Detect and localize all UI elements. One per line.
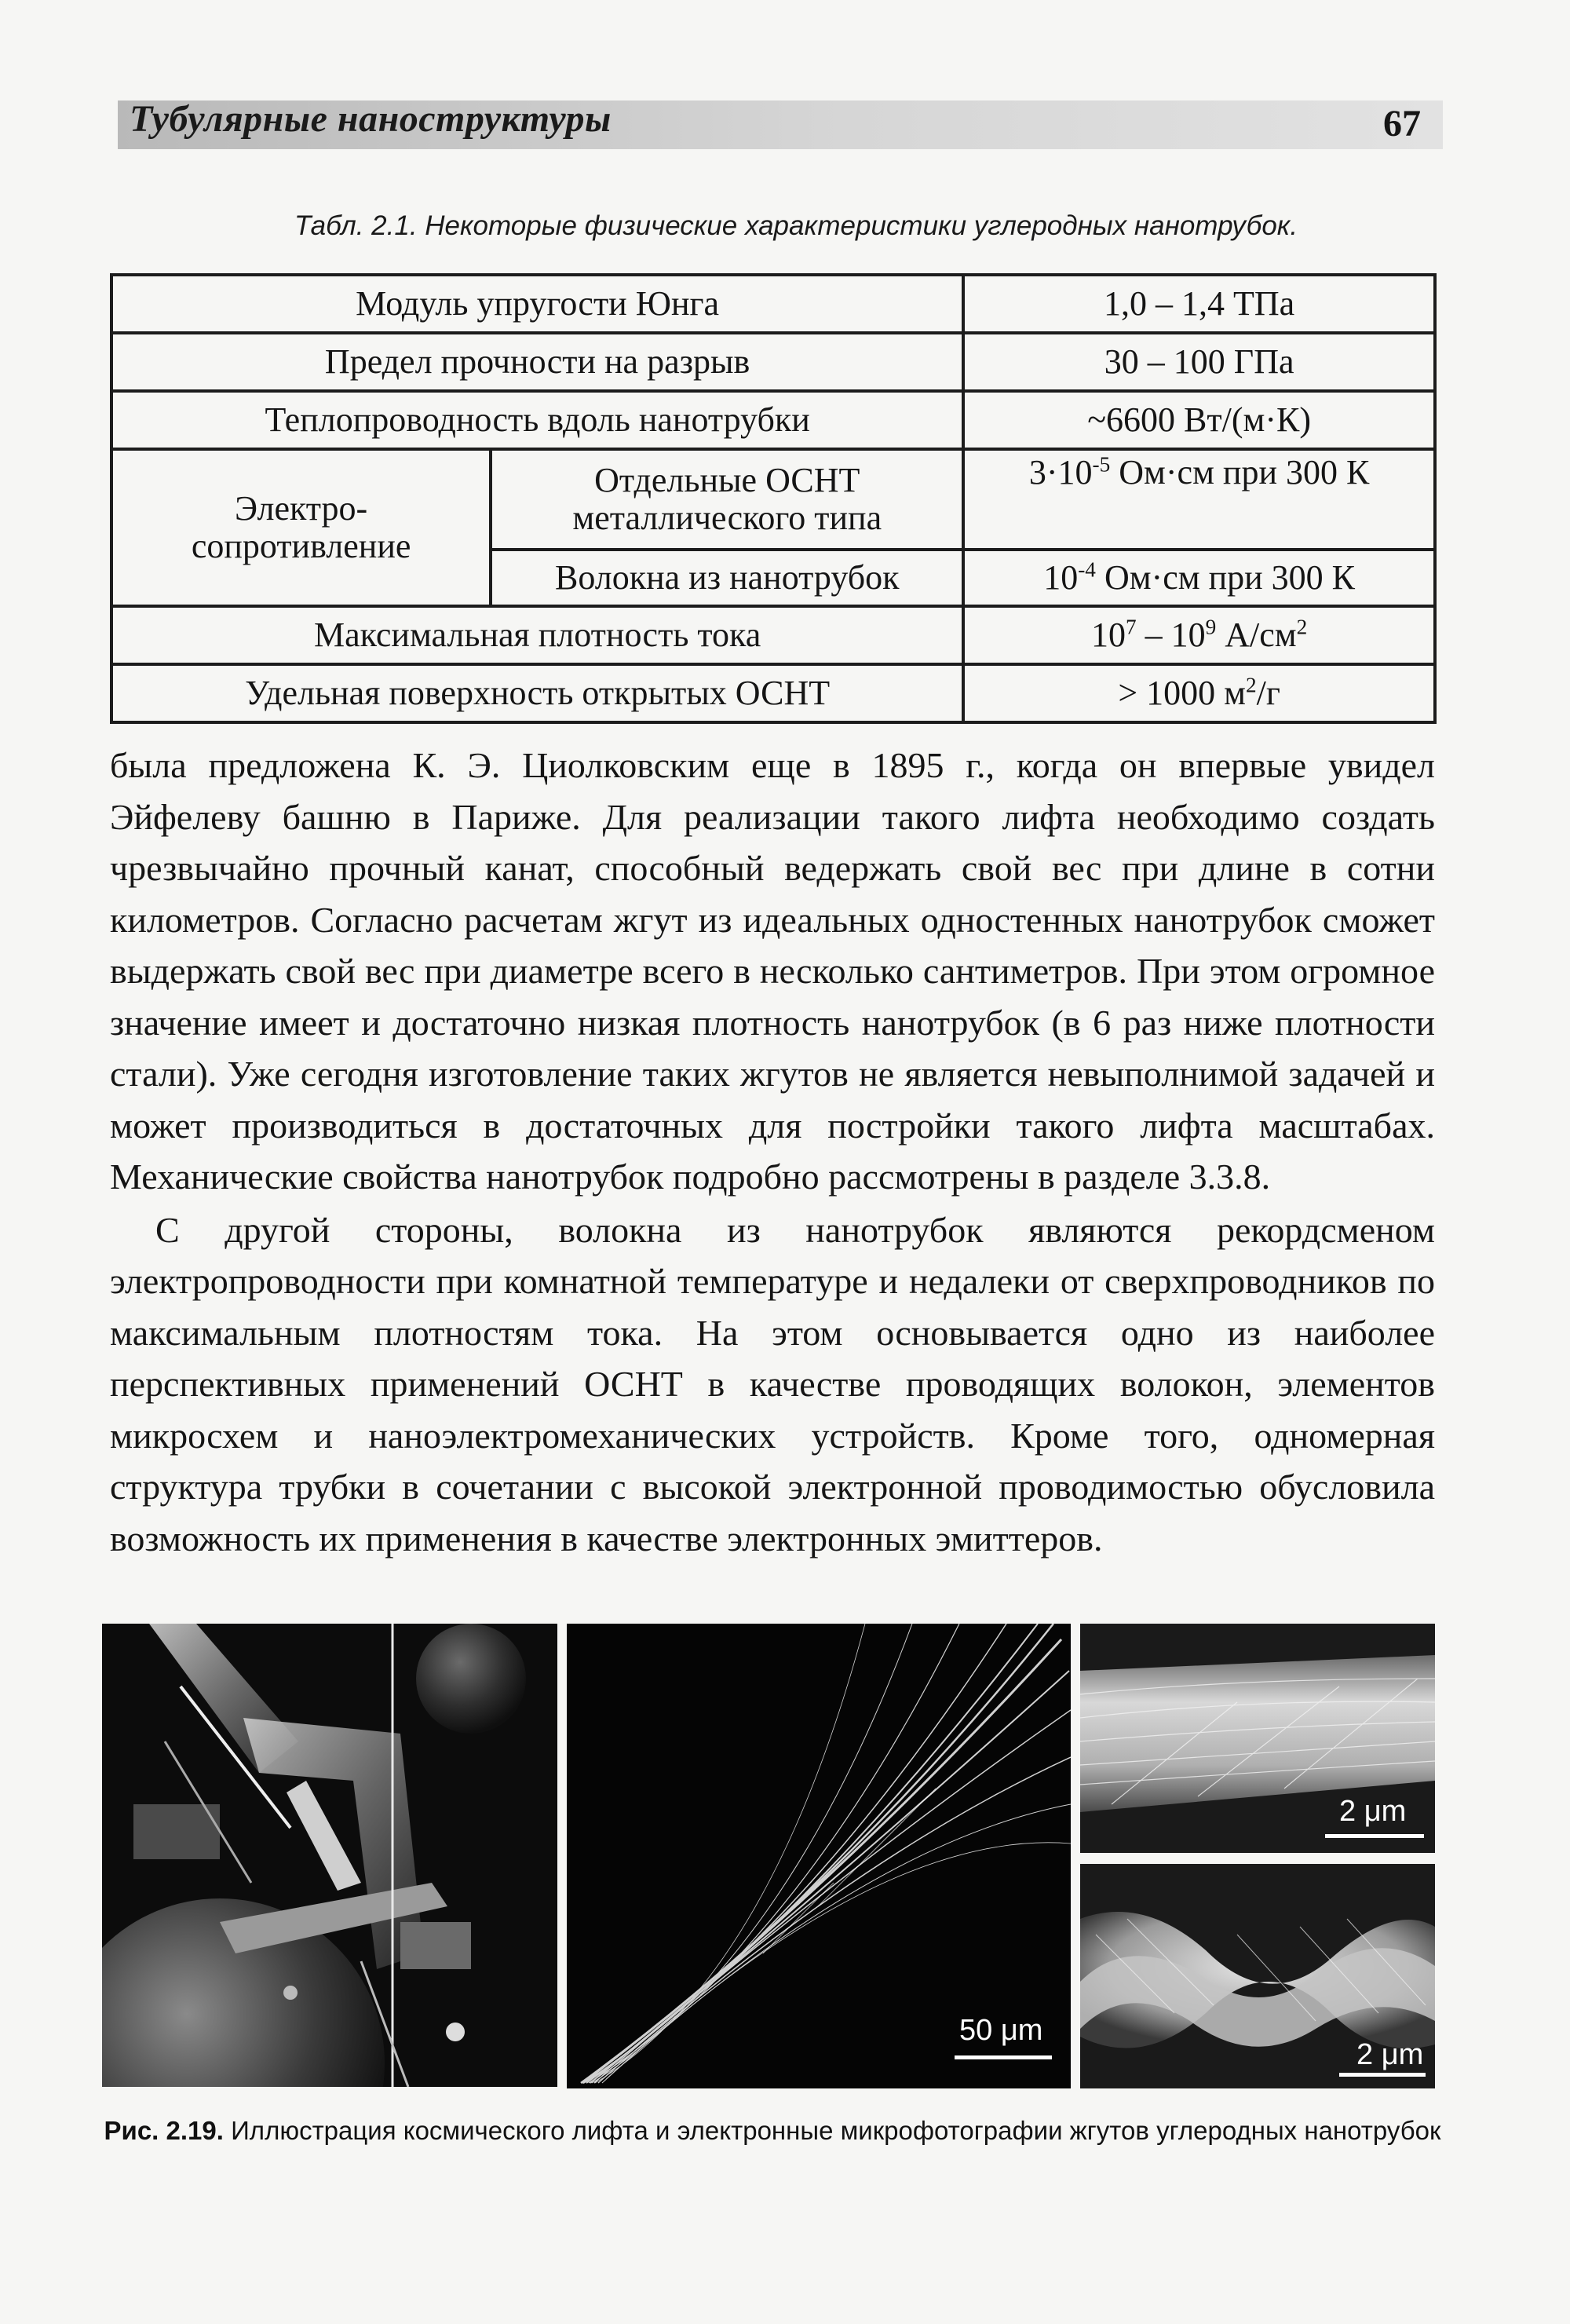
value-base: 10 (1043, 557, 1079, 597)
table-cell-label: Удельная поверхность открытых ОСНТ (111, 664, 963, 722)
table-caption: Табл. 2.1. Некоторые физические характеристики углеродных нанотрубок. (294, 210, 1298, 241)
table-cell-label: Максимальная плотность тока (111, 606, 963, 664)
value-base: 3·10 (1028, 453, 1093, 491)
sublabel-line2: металлического типа (572, 499, 882, 537)
paragraph: была предложена К. Э. Циолковским еще в 1895 г., когда он впервые увидел Эйфелеву башню в Париже. Для реализации такого лифта необходимо создать чрезвычайно прочный канат, способный ведержать свой вес при длине в сотни километров. Согласно расчетам жгут из идеальных одностенных нанотрубок сможет выдержать свой вес при диаметре всего в несколько сантиметров. При этом огромное значение имеет и достаточно низкая плотность нанотрубок (в 6 раз ниже плотности стали). Уже сегодня изготовление таких жгутов не является невыполнимой задачей и может производиться в достаточных для постройки такого лифта масштабах. Механические свойства нанотрубок подробно рассмотрены в разделе 3.3.8. (110, 745, 1435, 1197)
resistivity-group-label (111, 449, 491, 606)
value-unit: А/см (1216, 615, 1297, 654)
value-exponent: 9 (1205, 615, 1217, 639)
table-cell-value: 1,0 – 1,4 ТПа (963, 275, 1435, 333)
table-cell-sublabel (491, 449, 963, 550)
value-exponent: 2 (1246, 673, 1257, 697)
value-base: 10 (1090, 615, 1126, 654)
scale-label-2um: 2 μm (1356, 2038, 1424, 2071)
elevator-drawing (102, 1624, 557, 2087)
figure-caption-text: Иллюстрация космического лифта и электронные микрофотографии жгутов углеродных нанотрубок (223, 2116, 1441, 2145)
value-exponent: 2 (1296, 615, 1308, 639)
table-row (111, 606, 1435, 664)
scale-label-50um: 50 μm (959, 2014, 1043, 2047)
sublabel-line1: Отдельные ОСНТ (594, 460, 860, 499)
figure-caption (97, 2114, 1448, 2147)
page-number: 67 (1383, 103, 1421, 144)
table-cell-value: 30 – 100 ГПа (963, 333, 1435, 391)
table-cell-value (963, 550, 1435, 606)
table-row (111, 664, 1435, 722)
space-elevator-illustration (102, 1624, 557, 2087)
table-cell-value (963, 449, 1435, 550)
value-exponent: -5 (1092, 452, 1111, 477)
body-text (110, 740, 1435, 1564)
scale-label-2um: 2 μm (1339, 1795, 1407, 1828)
table-cell-value (963, 664, 1435, 722)
table-cell-label: Модуль упругости Юнга (111, 275, 963, 333)
table-cell-value (963, 606, 1435, 664)
value-base: > 1000 м (1118, 673, 1246, 712)
resistivity-label-line1: Электро- (235, 488, 368, 528)
table-cell-label: Предел прочности на разрыв (111, 333, 963, 391)
value-mid: – 10 (1136, 615, 1206, 654)
table-row (111, 391, 1435, 449)
paragraph: С другой стороны, волокна из нанотрубок являются рекордсменом электропроводности при комнатной температуре и недалеки от сверхпроводников по максимальным плотностям тока. На этом основывается одно из наиболее перспективных применений ОСНТ в качестве проводящих волокон, элементов микросхем и наноэлектромеханических устройств. Кроме того, одномерная структура трубки в сочетании с высокой электронной проводимостью обусловила возможность их применения в качестве электронных эмиттеров. (110, 1209, 1435, 1558)
running-title: Тубулярные наноструктуры (130, 98, 612, 140)
properties-table (110, 273, 1437, 724)
resistivity-label-line2: сопротивление (191, 527, 411, 565)
table-cell-sublabel: Волокна из нанотрубок (491, 550, 963, 606)
scale-bar (955, 2055, 1052, 2059)
table-cell-label: Теплопроводность вдоль нанотрубки (111, 391, 963, 449)
value-exponent: 7 (1125, 615, 1137, 639)
sem-twisted-fiber-image (1080, 1864, 1435, 2088)
table-row (111, 333, 1435, 391)
figure-caption-label: Рис. 2.19. (104, 2116, 224, 2145)
sem-straight-fiber-image (1080, 1624, 1435, 1853)
table-row (111, 449, 1435, 550)
table-row (111, 275, 1435, 333)
scale-bar (1325, 1834, 1424, 1838)
value-unit: Ом·см при 300 К (1095, 557, 1356, 597)
value-exponent: -4 (1078, 557, 1096, 582)
scale-bar (1339, 2073, 1426, 2077)
value-unit: /г (1256, 673, 1280, 712)
sem-fiber-fan-image (567, 1624, 1071, 2088)
table-cell-value: ~6600 Вт/(м·К) (963, 391, 1435, 449)
value-unit: Ом·см при 300 К (1110, 453, 1370, 491)
